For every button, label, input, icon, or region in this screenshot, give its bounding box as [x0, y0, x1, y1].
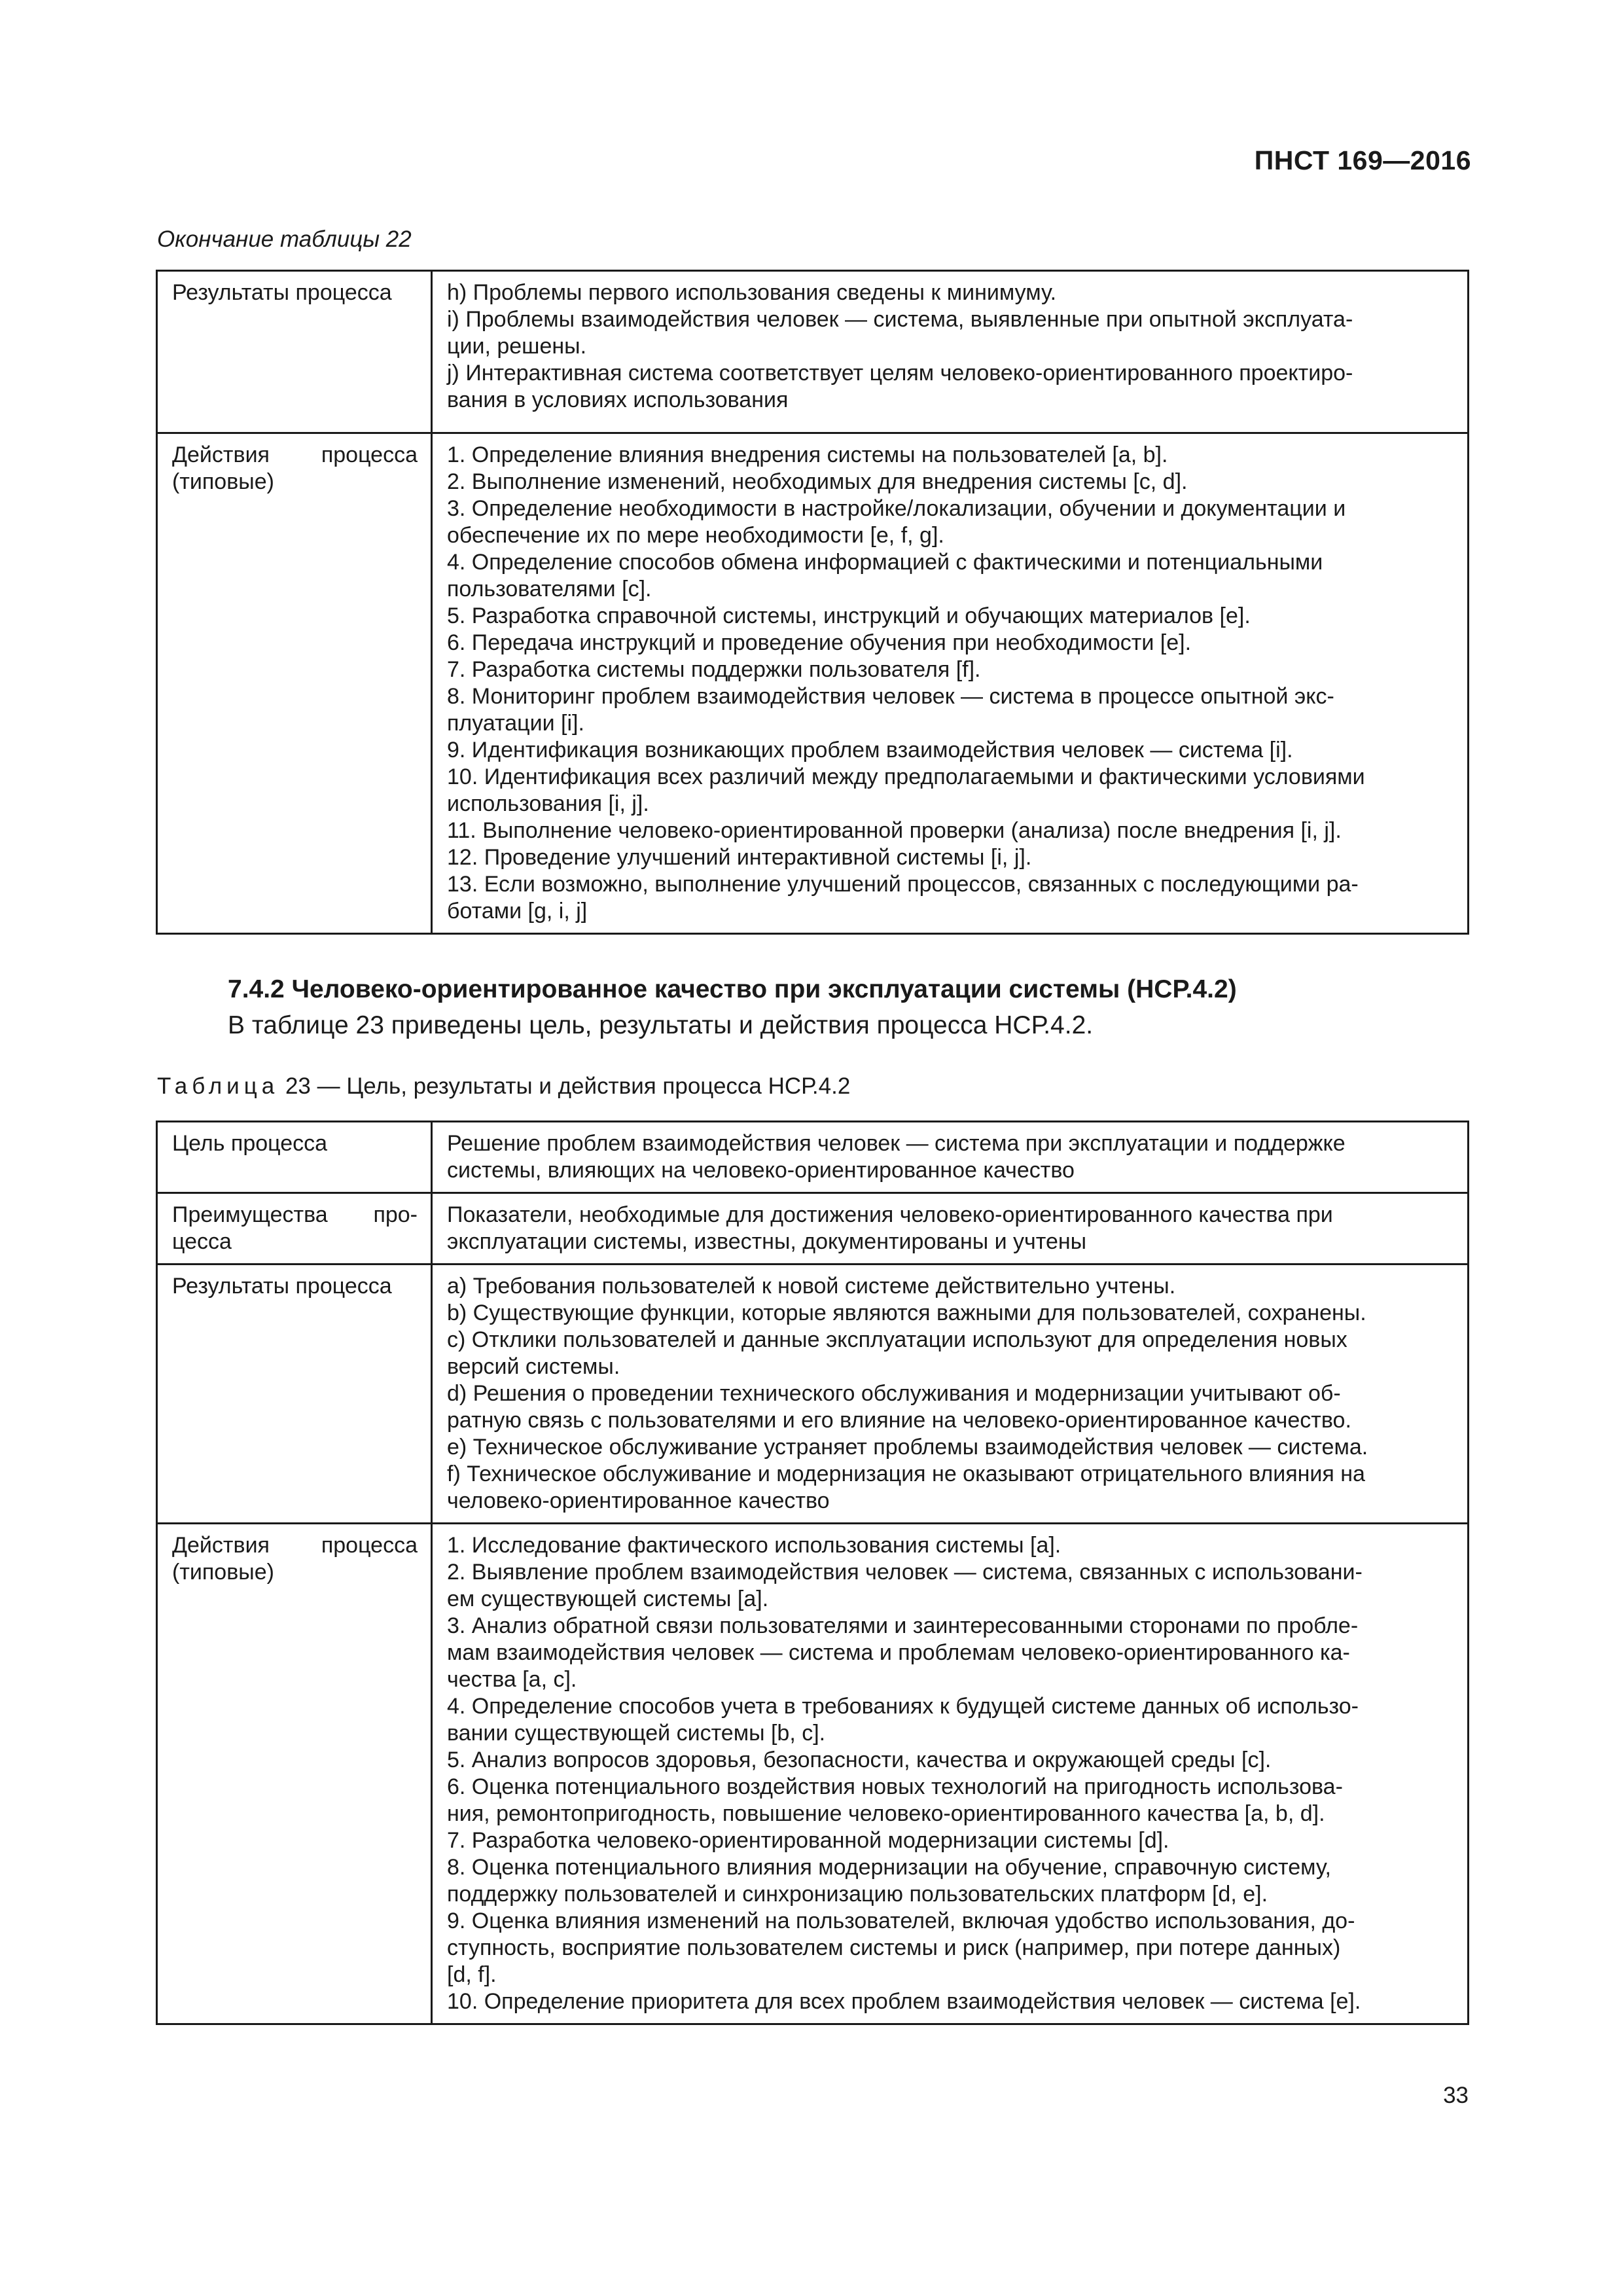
text-line: версий системы. — [447, 1354, 620, 1379]
text-line: 13. Если возможно, выполнение улучшений процессов, связанных с последующими ра- — [447, 872, 1359, 897]
text-line: [d, f]. — [447, 1962, 497, 1987]
text-line: e) Техническое обслуживание устраняет проблемы взаимодействия человек — система. — [447, 1435, 1368, 1460]
text-line: 10. Идентификация всех различий между предполагаемыми и фактическими условиями — [447, 764, 1365, 789]
text-line: ступность, восприятие пользователем системы и риск (например, при потере данных) — [447, 1935, 1341, 1960]
table-row — [157, 1265, 1469, 1524]
text-line: 12. Проведение улучшений интерактивной системы [i, j]. — [447, 845, 1032, 870]
text-line: 1. Исследование фактического использования системы [a]. — [447, 1533, 1061, 1558]
text-line: мам взаимодействия человек — система и проблемам человеко-ориентированного ка- — [447, 1640, 1350, 1665]
text-line: ратную связь с пользователями и его влияние на человеко-ориентированное качество. — [447, 1408, 1351, 1433]
text-line: 4. Определение способов обмена информацией с фактическими и потенциальными — [447, 550, 1323, 575]
text-line: 2. Выполнение изменений, необходимых для внедрения системы [c, d]. — [447, 469, 1188, 494]
table-row — [157, 433, 1469, 934]
table-row — [157, 1524, 1469, 2024]
table22-caption: Окончание таблицы 22 — [157, 226, 412, 252]
text-line: 4. Определение способов учета в требованиях к будущей системе данных об использо- — [447, 1694, 1359, 1719]
row-content — [432, 271, 1469, 433]
text-line: 5. Разработка справочной системы, инструкций и обучающих материалов [e]. — [447, 603, 1251, 628]
text-line: 8. Мониторинг проблем взаимодействия человек — система в процессе опытной экс- — [447, 684, 1334, 709]
table-row — [157, 1193, 1469, 1265]
text-line: b) Существующие функции, которые являются важными для пользователей, сохранены. — [447, 1300, 1366, 1325]
text-line: 10. Определение приоритета для всех проблем взаимодействия человек — система [e]. — [447, 1989, 1361, 2014]
row-label: Результаты процесса — [157, 1265, 432, 1524]
table-caption-label: Таблица — [157, 1073, 279, 1099]
text-line: 9. Идентификация возникающих проблем взаимодействия человек — система [i]. — [447, 738, 1293, 762]
text-line: вании существующей системы [b, c]. — [447, 1721, 826, 1746]
row-content — [432, 1524, 1469, 2024]
text-line: Показатели, необходимые для достижения человеко-ориентированного качества при — [447, 1202, 1333, 1227]
text-line: ния, ремонтопригодность, повышение человеко-ориентированного качества [a, b, d]. — [447, 1801, 1325, 1826]
text-line: обеспечение их по мере необходимости [e, f, g]. — [447, 523, 944, 548]
text-line: ции, решены. — [447, 334, 587, 359]
text-line: 3. Определение необходимости в настройке/локализации, обучении и документации и — [447, 496, 1346, 521]
text-line: 6. Передача инструкций и проведение обучения при необходимости [e]. — [447, 630, 1192, 655]
text-line: плуатации [i]. — [447, 711, 584, 736]
label-line: Преимущества про- — [172, 1202, 418, 1227]
text-line: 11. Выполнение человеко-ориентированной проверки (анализа) после внедрения [i, j]. — [447, 818, 1342, 843]
text-line: 1. Определение влияния внедрения системы на пользователей [a, b]. — [447, 442, 1168, 467]
text-line: i) Проблемы взаимодействия человек — система, выявленные при опытной эксплуата- — [447, 307, 1353, 332]
text-line: поддержку пользователей и синхронизацию пользовательских платформ [d, e]. — [447, 1882, 1268, 1907]
text-line: 5. Анализ вопросов здоровья, безопасности, качества и окружающей среды [c]. — [447, 1748, 1272, 1772]
page-number: 33 — [1443, 2083, 1469, 2108]
row-label: Результаты процесса — [157, 271, 432, 433]
text-line: f) Техническое обслуживание и модернизация не оказывают отрицательного влияния на — [447, 1462, 1365, 1486]
text-line: вания в условиях использования — [447, 387, 789, 412]
table-22 — [156, 270, 1469, 935]
row-content — [432, 1193, 1469, 1265]
table-row — [157, 1122, 1469, 1193]
text-line: человеко-ориентированное качество — [447, 1488, 830, 1513]
text-line: j) Интерактивная система соответствует целям человеко-ориентированного проектиро- — [447, 361, 1353, 386]
text-line: эксплуатации системы, известны, документированы и учтены — [447, 1229, 1087, 1254]
text-line: 8. Оценка потенциального влияния модернизации на обучение, справочную систему, — [447, 1855, 1331, 1880]
text-line: чества [a, c]. — [447, 1667, 577, 1692]
section-heading: 7.4.2 Человеко-ориентированное качество при эксплуатации системы (НСР.4.2) — [228, 975, 1237, 1003]
row-content — [432, 1265, 1469, 1524]
text-line: 9. Оценка влияния изменений на пользователей, включая удобство использования, до- — [447, 1909, 1355, 1933]
text-line: ем существующей системы [a]. — [447, 1587, 769, 1611]
text-line: 7. Разработка системы поддержки пользователя [f]. — [447, 657, 981, 682]
row-content — [432, 1122, 1469, 1193]
text-line: h) Проблемы первого использования сведены к минимуму. — [447, 280, 1057, 305]
table-23 — [156, 1121, 1469, 2025]
text-line: 7. Разработка человеко-ориентированной модернизации системы [d]. — [447, 1828, 1169, 1853]
text-line: Решение проблем взаимодействия человек — система при эксплуатации и поддержке — [447, 1131, 1346, 1156]
row-label: Цель процесса — [157, 1122, 432, 1193]
text-line: d) Решения о проведении технического обслуживания и модернизации учитывают об- — [447, 1381, 1341, 1406]
text-line: пользователями [c]. — [447, 577, 652, 601]
section-intro: В таблице 23 приведены цель, результаты и действия процесса НСР.4.2. — [228, 1011, 1094, 1039]
label-line: цесса — [172, 1229, 232, 1254]
text-line: 2. Выявление проблем взаимодействия человек — система, связанных с использовани- — [447, 1560, 1363, 1585]
text-line: 6. Оценка потенциального воздействия новых технологий на пригодность использова- — [447, 1774, 1343, 1799]
table23-caption — [157, 1073, 850, 1100]
text-line: использования [i, j]. — [447, 791, 649, 816]
text-line: системы, влияющих на человеко-ориентированное качество — [447, 1158, 1075, 1183]
row-content — [432, 433, 1469, 934]
table-row — [157, 271, 1469, 433]
row-label — [157, 1193, 432, 1265]
table-caption-text: 23 — Цель, результаты и действия процесса НСР.4.2 — [285, 1073, 851, 1099]
text-line: 3. Анализ обратной связи пользователями и заинтересованными сторонами по пробле- — [447, 1613, 1359, 1638]
document-code: ПНСТ 169—2016 — [1254, 145, 1471, 175]
text-line: c) Отклики пользователей и данные эксплуатации используют для определения новых — [447, 1327, 1347, 1352]
text-line: ботами [g, i, j] — [447, 899, 588, 924]
row-label: Действия процесса (типовые) — [157, 1524, 432, 2024]
row-label: Действия процесса (типовые) — [157, 433, 432, 934]
text-line: a) Требования пользователей к новой системе действительно учтены. — [447, 1274, 1176, 1299]
